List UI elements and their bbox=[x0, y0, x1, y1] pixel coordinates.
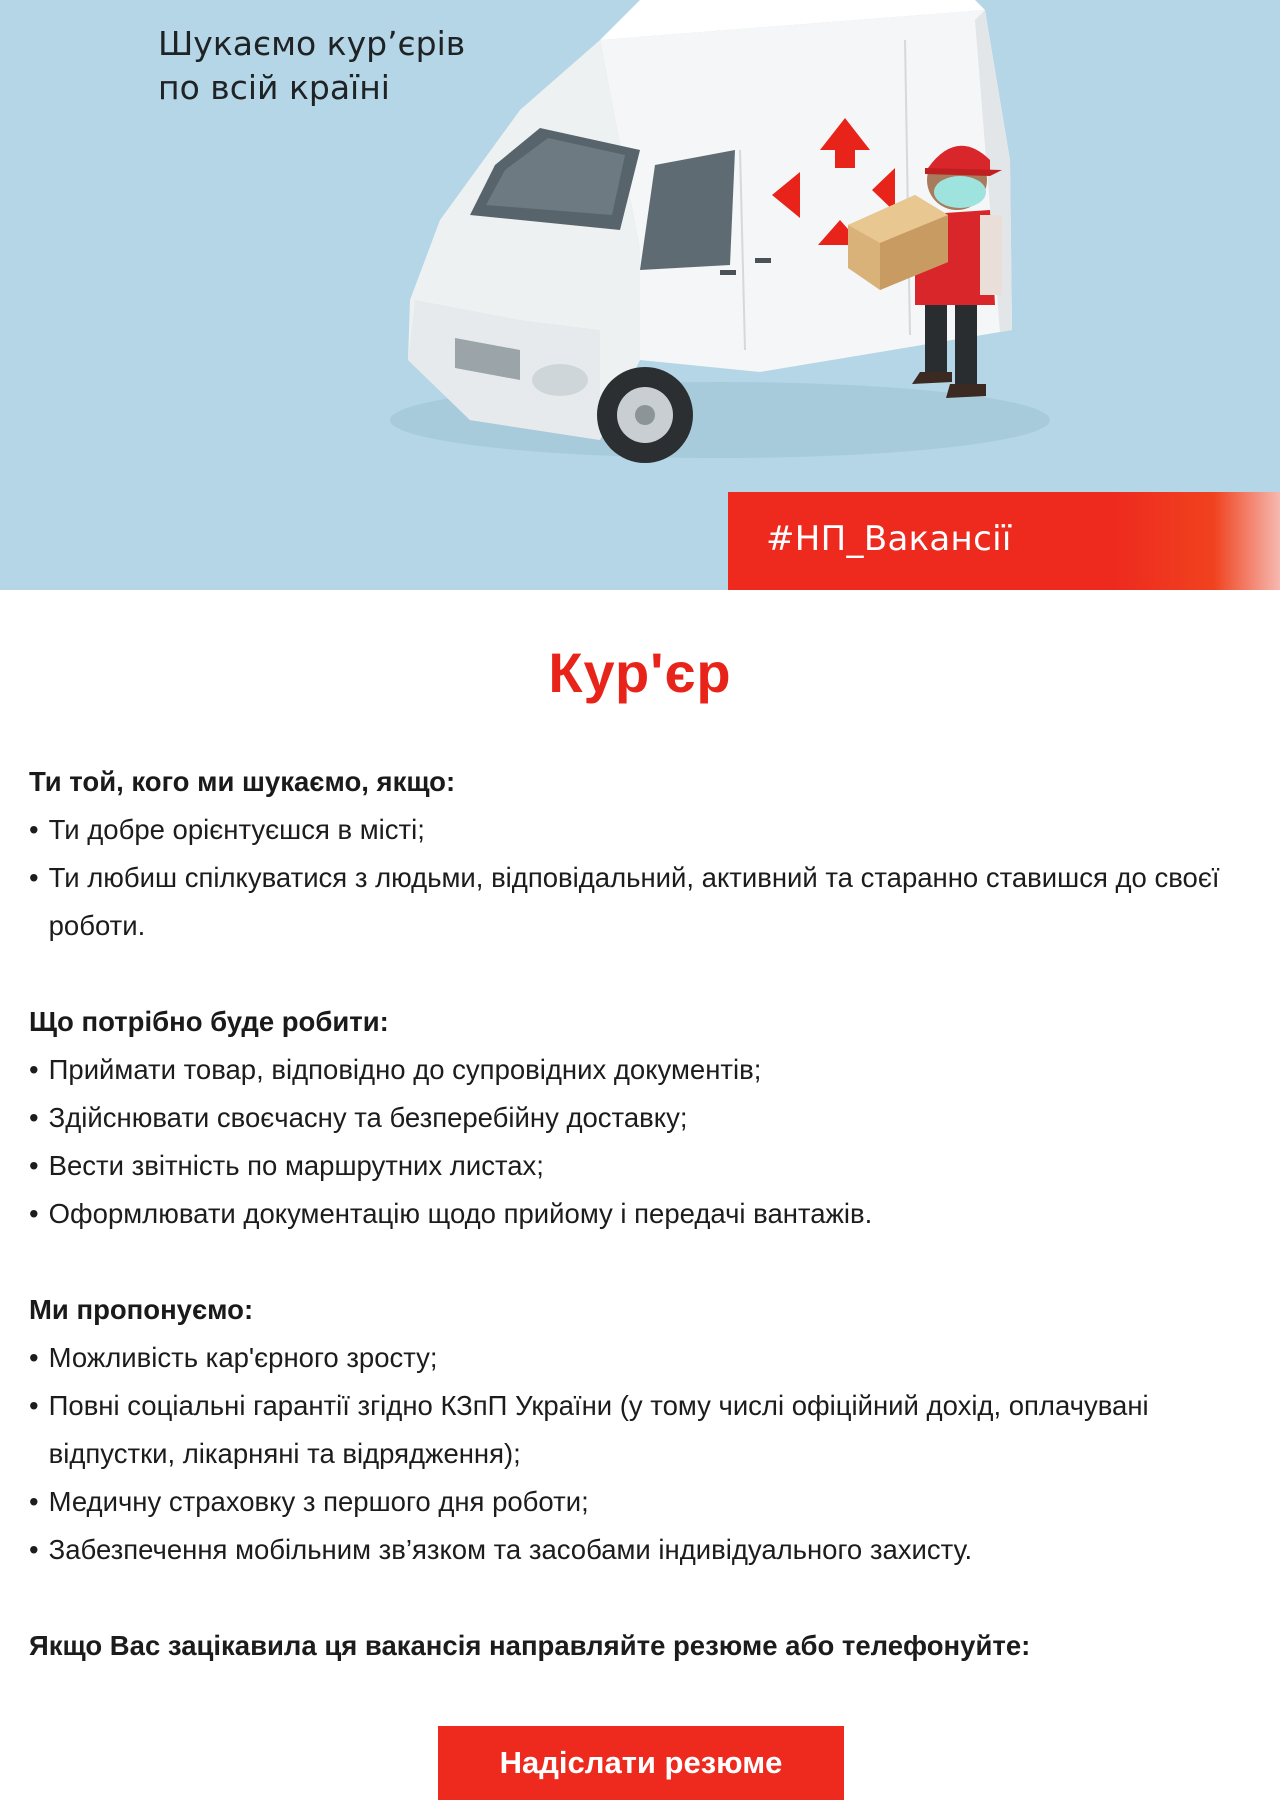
list-item-text: Забезпечення мобільним зв’язком та засобами індивідуального захисту. bbox=[48, 1534, 973, 1565]
hero-banner bbox=[0, 0, 1280, 590]
list-item bbox=[29, 1046, 1254, 1094]
hashtag-bar bbox=[728, 492, 1280, 590]
bullet: • bbox=[29, 1102, 39, 1133]
send-resume-button[interactable]: Надіслати резюме bbox=[438, 1726, 844, 1800]
section-duties bbox=[29, 998, 1254, 1238]
job-title: Кур'єр bbox=[548, 641, 732, 704]
list-item-text: Ти добре орієнтуєшся в місті; bbox=[48, 814, 425, 845]
list-item bbox=[29, 1478, 1254, 1526]
job-description bbox=[29, 758, 1254, 1670]
bullet: • bbox=[29, 1342, 39, 1373]
section-requirements bbox=[29, 758, 1254, 950]
bullet: • bbox=[29, 1198, 39, 1229]
list-item bbox=[29, 1094, 1254, 1142]
bullet: • bbox=[29, 862, 39, 893]
bullet: • bbox=[29, 1390, 39, 1421]
section-heading: Ми пропонуємо: bbox=[29, 1294, 254, 1325]
bullet: • bbox=[29, 1534, 39, 1565]
banner-tagline bbox=[158, 22, 465, 110]
section-heading: Що потрібно буде робити: bbox=[29, 1006, 389, 1037]
hashtag-label: #НП_Вакансії bbox=[766, 519, 1012, 559]
list-item-text: Ти любиш спілкуватися з людьми, відповідальний, активний та старанно ставишся до своєї роботи. bbox=[48, 862, 1220, 941]
cta-text: Якщо Вас зацікавила ця вакансія направляйте резюме або телефонуйте: bbox=[29, 1630, 1031, 1661]
list-item-text: Приймати товар, відповідно до супровідних документів; bbox=[48, 1054, 762, 1085]
bullet: • bbox=[29, 1486, 39, 1517]
bullet: • bbox=[29, 1150, 39, 1181]
list-item-text: Вести звітність по маршрутних листах; bbox=[48, 1150, 544, 1181]
list-item-text: Можливість кар'єрного зросту; bbox=[48, 1342, 438, 1373]
list-item-text: Здійснювати своєчасну та безперебійну доставку; bbox=[48, 1102, 688, 1133]
list-item bbox=[29, 806, 1254, 854]
list-item bbox=[29, 1526, 1254, 1574]
list-item bbox=[29, 854, 1254, 950]
bullet: • bbox=[29, 814, 39, 845]
section-heading: Ти той, кого ми шукаємо, якщо: bbox=[29, 766, 456, 797]
list-item-text: Медичну страховку з першого дня роботи; bbox=[48, 1486, 589, 1517]
list-item bbox=[29, 1334, 1254, 1382]
bullet: • bbox=[29, 1054, 39, 1085]
list-item bbox=[29, 1190, 1254, 1238]
list-item bbox=[29, 1382, 1254, 1478]
tagline-line-2: по всій країні bbox=[158, 68, 390, 107]
list-item-text: Оформлювати документацію щодо прийому і передачі вантажів. bbox=[48, 1198, 873, 1229]
list-item-text: Повні соціальні гарантії згідно КЗпП України (у тому числі офіційний дохід, оплачувані відпустки, лікарняні та відрядження); bbox=[48, 1390, 1149, 1469]
list-item bbox=[29, 1142, 1254, 1190]
tagline-line-1: Шукаємо кур’єрів bbox=[158, 24, 466, 63]
section-offer bbox=[29, 1286, 1254, 1574]
